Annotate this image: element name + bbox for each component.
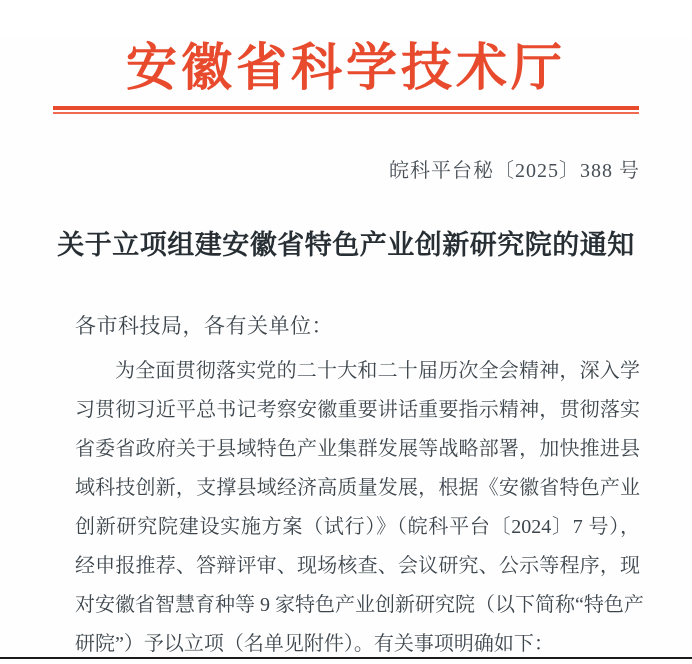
body-line: 经申报推荐、答辩评审、现场核查、会议研究、公示等程序，现 [75,554,640,577]
salutation-line: 各市科技局，各有关单位： [75,313,333,338]
red-divider [53,106,639,114]
notice-title: 关于立项组建安徽省特色产业创新研究院的通知 [57,229,635,260]
body-line: 研院”）予以立项（名单见附件）。有关事项明确如下： [75,632,554,655]
document-page [0,38,692,662]
agency-header-title: 安徽省科学技术厅 [125,41,566,97]
doc-number: 皖科平台秘〔2025〕388 号 [389,159,640,182]
body-paragraph [0,352,692,664]
body-line: 对安徽省智慧育种等 9 家特色产业创新研究院（以下简称“特色产 [75,593,644,616]
body-line: 域科技创新，支撑县域经济高质量发展，根据《安徽省特色产业 [75,476,640,499]
body-line: 为全面贯彻落实党的二十大和二十届历次全会精神，深入学 [115,359,640,382]
body-line: 省委省政府关于县域特色产业集群发展等战略部署，加快推进县 [75,437,640,460]
body-line: 创新研究院建设实施方案（试行）》（皖科平台〔2024〕7 号）， [75,515,640,538]
body-line: 习贯彻习近平总书记考察安徽重要讲话重要指示精神，贯彻落实 [75,398,640,421]
page-bottom-edge [0,657,692,659]
